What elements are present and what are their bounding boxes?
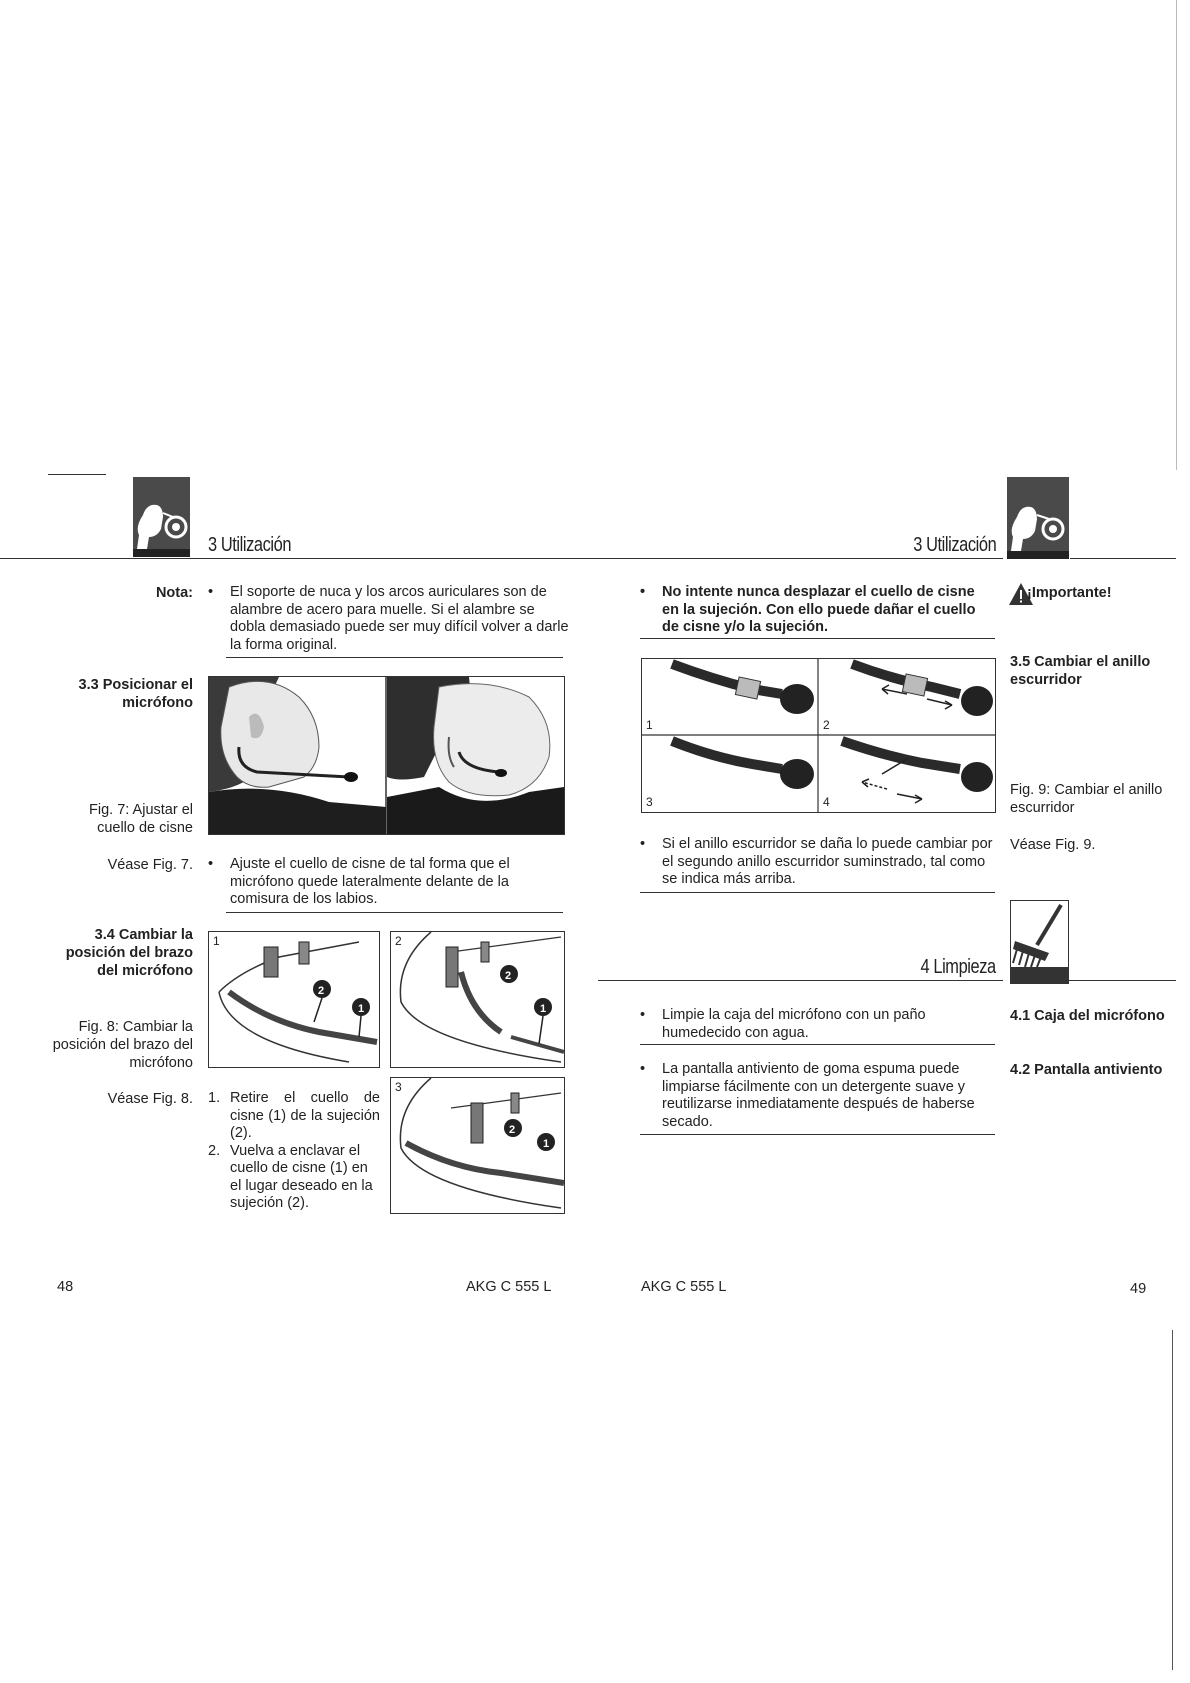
top-short-rule bbox=[48, 474, 106, 475]
step-1-text: Retire el cuello de cisne (1) de la sujeción (2). bbox=[230, 1090, 380, 1141]
step-2: 2. Vuelva a enclavar el cuello de cisne (1) en el lugar deseado en la sujeción (2). bbox=[208, 1143, 383, 1213]
section-3-3-heading: 3.3 Posicionar el micrófono bbox=[78, 677, 193, 711]
step-1: 1. Retire el cuello de cisne (1) de la sujeción (2). bbox=[208, 1090, 380, 1141]
fig9-graphic bbox=[642, 659, 995, 812]
fig8-label-2: 2 bbox=[395, 934, 402, 948]
limpie-text: Limpie la caja del micrófono con un paño humedecido con agua. bbox=[662, 1007, 926, 1041]
steps-list bbox=[208, 1090, 383, 1213]
fig7-caption: Fig. 7: Ajustar el cuello de cisne bbox=[89, 802, 193, 836]
svg-text:2: 2 bbox=[509, 1124, 516, 1136]
chapter4-rule bbox=[598, 980, 1003, 981]
ajuste-rule bbox=[226, 912, 563, 913]
fig9-label-1: 1 bbox=[646, 718, 653, 732]
fig9-image bbox=[641, 658, 996, 813]
svg-text:2: 2 bbox=[505, 970, 512, 982]
see-fig8: Véase Fig. 8. bbox=[107, 1091, 193, 1107]
fig9-label-3: 3 bbox=[646, 795, 653, 809]
fig8-panel-1-graphic bbox=[209, 932, 379, 1067]
pantalla-rule bbox=[640, 1134, 995, 1135]
fig8-panel-2-graphic bbox=[391, 932, 564, 1067]
rake-cleaning-icon bbox=[1010, 900, 1069, 984]
warning-text: No intente nunca desplazar el cuello de cisne en la sujeción. Con ello puede dañar el cuello de cisne y/o la sujeción. bbox=[662, 584, 976, 635]
footer-left: AKG C 555 L bbox=[466, 1279, 552, 1295]
section-4-2-heading: 4.2 Pantalla antiviento bbox=[1010, 1062, 1163, 1078]
page-number-right: 49 bbox=[1130, 1281, 1147, 1297]
ajuste-text: Ajuste el cuello de cisne de tal forma que el micrófono quede lateralmente delante de la comisura de los labios. bbox=[230, 856, 510, 907]
see-fig9: Véase Fig. 9. bbox=[1010, 837, 1096, 853]
fig9-label-2: 2 bbox=[823, 718, 830, 732]
section-3-4-heading: 3.4 Cambiar la posición del brazo del micrófono bbox=[65, 927, 193, 979]
nota-text: El soporte de nuca y los arcos auriculares son de alambre de acero para muelle. Si el alambre se dobla demasiado puede ser muy difícil volver a darle la forma original. bbox=[230, 584, 569, 653]
svg-text:2: 2 bbox=[318, 985, 325, 997]
page-number-left: 48 bbox=[57, 1279, 74, 1295]
nota-rule bbox=[226, 657, 563, 658]
fig8-label-3: 3 bbox=[395, 1080, 402, 1094]
chapter4-rule-edge bbox=[1068, 980, 1176, 981]
fig7-image bbox=[208, 676, 565, 835]
limpie-rule bbox=[640, 1044, 995, 1045]
chapter4-title: 4 Limpieza bbox=[920, 956, 996, 978]
fig8-panel-1 bbox=[208, 931, 380, 1068]
fig8-panel-3-graphic bbox=[391, 1078, 564, 1213]
fig8-caption: Fig. 8: Cambiar la posición del brazo del micrófono bbox=[52, 1019, 193, 1071]
svg-text:1: 1 bbox=[540, 1003, 547, 1015]
section-3-5-heading: 3.5 Cambiar el anillo escurridor bbox=[1010, 654, 1151, 688]
fig7-photo-graphic bbox=[209, 677, 564, 834]
chapter-title-right: 3 Utilización bbox=[912, 534, 996, 556]
fig9-caption: Fig. 9: Cambiar el anillo escurridor bbox=[1010, 782, 1163, 816]
step-2-text: Vuelva a enclavar el cuello de cisne (1) en el lugar deseado en la sujeción (2). bbox=[230, 1142, 373, 1211]
scan-edge-bottom bbox=[1172, 1330, 1173, 1670]
fig8-panel-3 bbox=[390, 1077, 565, 1214]
svg-text:1: 1 bbox=[358, 1003, 365, 1015]
fig8-label-1: 1 bbox=[213, 934, 220, 948]
anillo-text: Si el anillo escurridor se daña lo puede cambiar por el segundo anillo escurridor suminstrado, tal como se indica más arriba. bbox=[662, 836, 993, 887]
importante-label: ¡Importante! bbox=[1027, 585, 1112, 601]
chapter-rule-left bbox=[0, 558, 602, 559]
nota-label: Nota: bbox=[155, 585, 193, 601]
chapter-rule-right bbox=[598, 558, 1003, 559]
section-4-1-heading: 4.1 Caja del micrófono bbox=[1010, 1008, 1165, 1024]
footer-right: AKG C 555 L bbox=[641, 1279, 727, 1295]
headphone-user-icon-right bbox=[1007, 477, 1069, 559]
fig9-label-4: 4 bbox=[823, 795, 830, 809]
scan-edge-top bbox=[1176, 0, 1177, 470]
chapter-title-left: 3 Utilización bbox=[208, 534, 292, 556]
pantalla-text: La pantalla antiviento de goma espuma puede limpiarse fácilmente con un detergente suave y reutilizarse inmediatamente después de haberse secado. bbox=[662, 1061, 975, 1130]
see-fig7: Véase Fig. 7. bbox=[107, 857, 193, 873]
anillo-rule bbox=[640, 892, 995, 893]
warning-rule bbox=[640, 638, 995, 639]
fig8-panel-2 bbox=[390, 931, 565, 1068]
svg-text:1: 1 bbox=[543, 1138, 550, 1150]
chapter-rule-right-edge bbox=[1070, 558, 1176, 559]
headphone-user-icon bbox=[133, 477, 190, 557]
